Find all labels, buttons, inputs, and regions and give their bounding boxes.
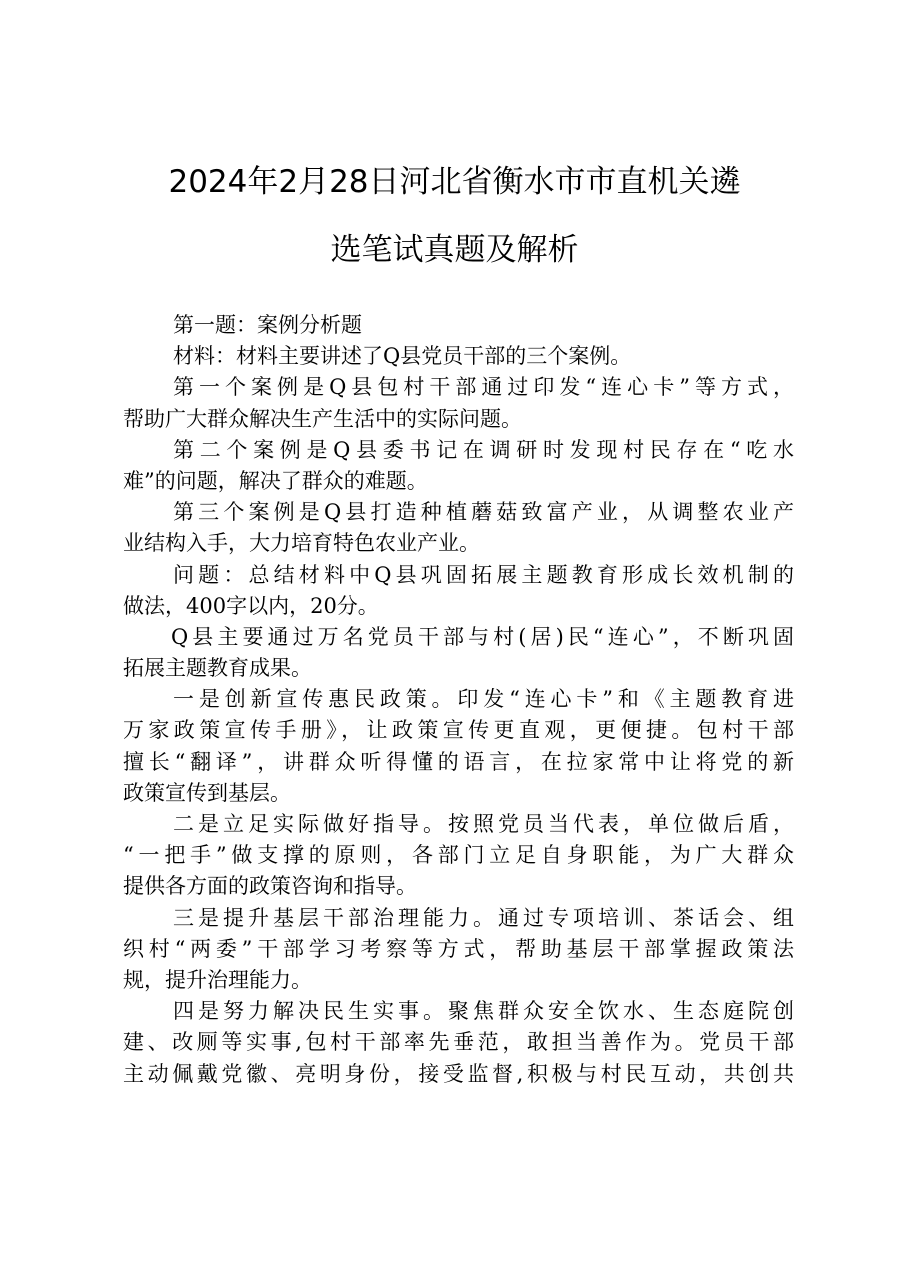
text-line: 问题：总结材料中Q县巩固拓展主题教育形成长效机制的 [173, 562, 794, 587]
text-line: 一是创新宣传惠民政策。印发“连心卡”和《主题教育进 [173, 687, 794, 712]
text-line: “一把手”做支撑的原则，各部门立足自身职能，为广大群众 [123, 843, 794, 868]
text-line: 二是立足实际做好指导。按照党员当代表，单位做后盾， [173, 812, 794, 836]
text-line: 第一个案例是Q县包村干部通过印发“连心卡”等方式， [173, 375, 794, 400]
text-line: 建、改厕等实事,包村干部率先垂范，敢担当善作为。党员干部 [123, 1030, 794, 1055]
text-line: 提供各方面的政策咨询和指导。 [123, 874, 417, 899]
text-line: 第一题：案例分析题 [173, 313, 362, 337]
text-line: 拓展主题教育成果。 [123, 656, 312, 681]
text-line: 第三个案例是Q县打造种植蘑菇致富产业，从调整农业产 [173, 500, 794, 525]
text-line: 难”的问题，解决了群众的难题。 [123, 468, 428, 493]
text-line: 规，提升治理能力。 [123, 967, 312, 992]
text-line: 做法，400字以内，20分。 [123, 593, 379, 618]
text-line: Q县主要通过万名党员干部与村(居)民“连心”，不断巩固 [171, 624, 794, 649]
document-body [123, 310, 794, 1090]
text-line: 四是努力解决民生实事。聚焦群众安全饮水、生态庭院创 [173, 999, 794, 1024]
text-line: 主动佩戴党徽、亮明身份，接受监督,积极与村民互动，共创共 [123, 1061, 794, 1086]
document-title-line-2: 选笔试真题及解析 [330, 232, 579, 268]
text-line: 织村“两委”干部学习考察等方式，帮助基层干部掌握政策法 [123, 936, 794, 961]
text-line: 擅长“翻译”，讲群众听得懂的语言，在拉家常中让将党的新 [123, 749, 794, 774]
document-title-line-1: 2024年2月28日河北省衡水市市直机关遴 [168, 164, 741, 200]
text-line: 政策宣传到基层。 [123, 780, 291, 805]
text-line: 万家政策宣传手册》，让政策宣传更直观，更便捷。包村干部 [123, 718, 794, 743]
text-line: 业结构入手，大力培育特色农业产业。 [123, 531, 480, 556]
text-line: 材料：材料主要讲述了Q县党员干部的三个案例。 [173, 344, 632, 369]
text-line: 第二个案例是Q县委书记在调研时发现村民存在“吃水 [173, 437, 794, 462]
text-line: 帮助广大群众解决生产生活中的实际问题。 [123, 406, 522, 431]
text-line: 三是提升基层干部治理能力。通过专项培训、茶话会、组 [173, 905, 794, 930]
